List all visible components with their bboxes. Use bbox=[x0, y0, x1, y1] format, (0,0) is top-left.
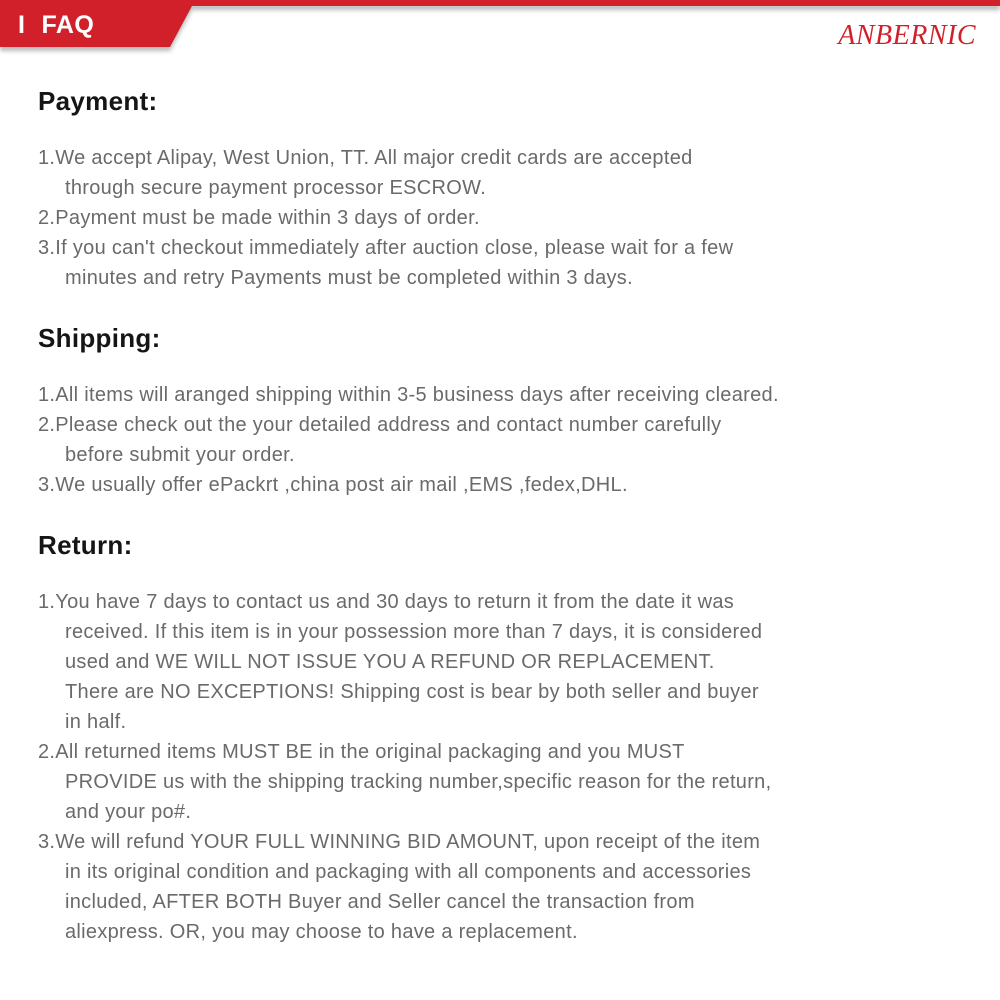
faq-item-line: 2.Please check out the your detailed address and contact number carefully bbox=[38, 414, 722, 436]
section-heading-payment: Payment: bbox=[38, 86, 158, 116]
faq-line-continuation: and your po#. bbox=[65, 801, 192, 823]
faq-item-line: 3.We usually offer ePackrt ,china post air mail ,EMS ,fedex,DHL. bbox=[38, 474, 628, 496]
brand-logo: ANBERNIC bbox=[838, 20, 976, 51]
faq-list bbox=[38, 380, 970, 500]
faq-content bbox=[38, 86, 970, 947]
faq-item-line: 3.We will refund YOUR FULL WINNING BID AMOUNT, upon receipt of the item bbox=[38, 831, 761, 853]
faq-list bbox=[38, 143, 970, 293]
faq-item-line: 1.All items will aranged shipping within 3-5 business days after receiving cleared. bbox=[38, 384, 779, 406]
faq-line-continuation: in half. bbox=[65, 711, 127, 733]
banner-title: FAQ bbox=[41, 11, 95, 39]
banner bbox=[18, 11, 94, 39]
faq-line-continuation: aliexpress. OR, you may choose to have a replacement. bbox=[65, 921, 578, 943]
section-heading-return: Return: bbox=[38, 530, 133, 560]
faq-item-line: 3.If you can't checkout immediately after auction close, please wait for a few bbox=[38, 237, 734, 259]
section-heading-shipping: Shipping: bbox=[38, 323, 161, 353]
page-header bbox=[0, 0, 1000, 56]
faq-item-line: 2.Payment must be made within 3 days of order. bbox=[38, 207, 480, 229]
faq-line-continuation: received. If this item is in your possession more than 7 days, it is considered bbox=[65, 621, 763, 643]
faq-item-line: 2.All returned items MUST BE in the original packaging and you MUST bbox=[38, 741, 685, 763]
faq-line-continuation: There are NO EXCEPTIONS! Shipping cost is bear by both seller and buyer bbox=[65, 681, 759, 703]
faq-item-line: 1.You have 7 days to contact us and 30 days to return it from the date it was bbox=[38, 591, 735, 613]
faq-list bbox=[38, 587, 970, 947]
faq-line-continuation: through secure payment processor ESCROW. bbox=[65, 177, 487, 199]
faq-line-continuation: PROVIDE us with the shipping tracking number,specific reason for the return, bbox=[65, 771, 772, 793]
faq-line-continuation: before submit your order. bbox=[65, 444, 295, 466]
faq-line-continuation: included, AFTER BOTH Buyer and Seller cancel the transaction from bbox=[65, 891, 695, 913]
banner-prefix-bar: I bbox=[18, 11, 26, 39]
faq-item-line: 1.We accept Alipay, West Union, TT. All major credit cards are accepted bbox=[38, 147, 693, 169]
faq-line-continuation: minutes and retry Payments must be completed within 3 days. bbox=[65, 267, 633, 289]
faq-line-continuation: used and WE WILL NOT ISSUE YOU A REFUND OR REPLACEMENT. bbox=[65, 651, 715, 673]
faq-line-continuation: in its original condition and packaging with all components and accessories bbox=[65, 861, 752, 883]
